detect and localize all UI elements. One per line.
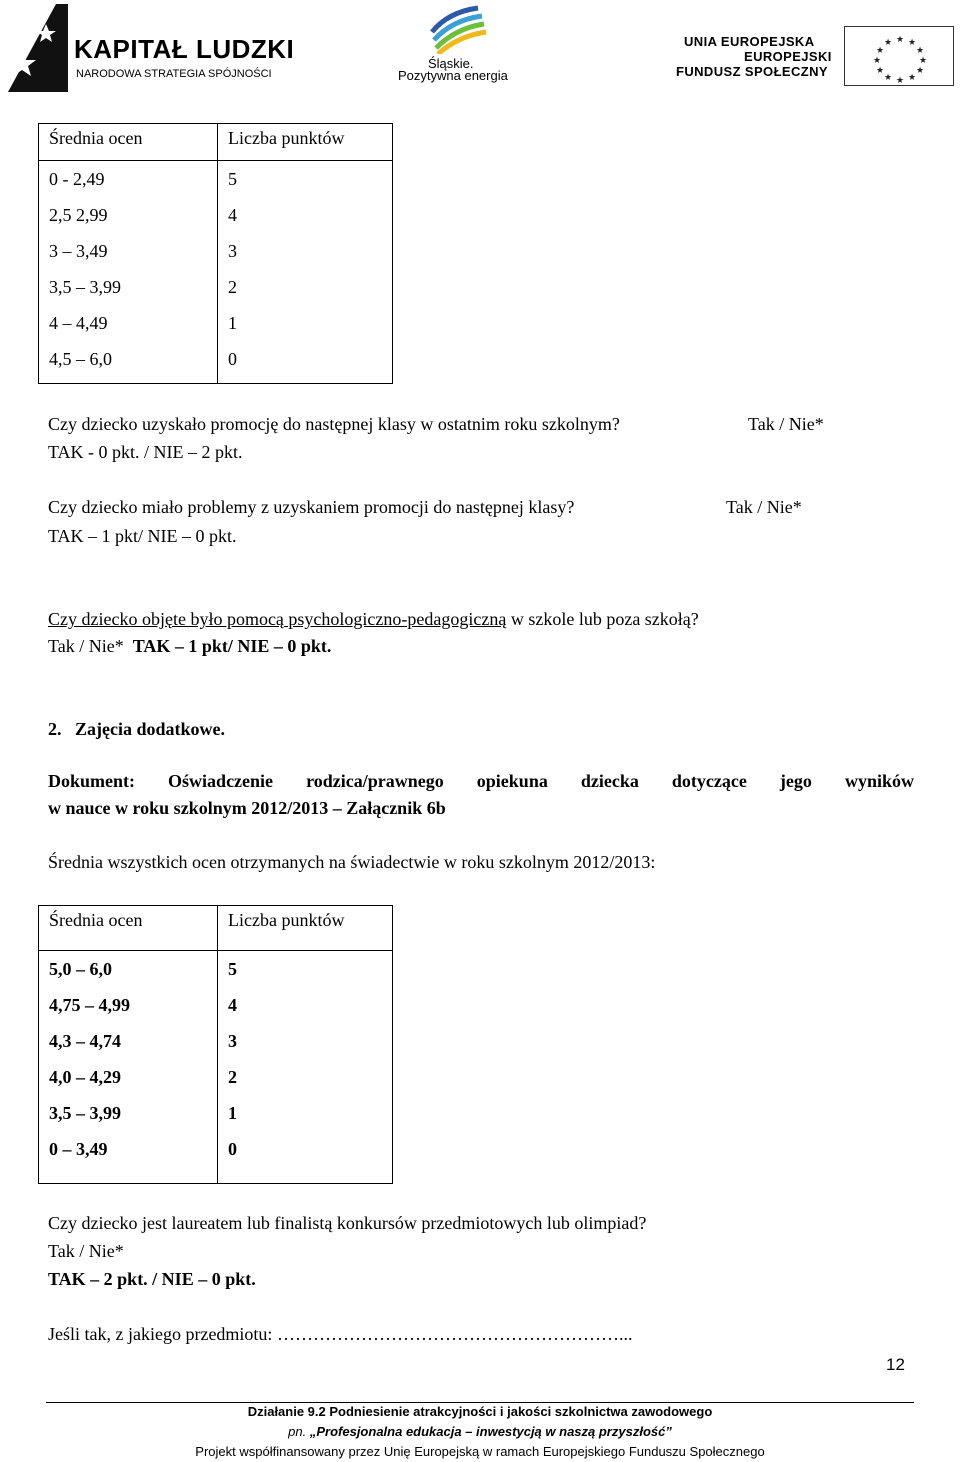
q1-scoring: TAK - 0 pkt. / NIE – 2 pkt. [48,442,243,462]
section2-number: 2. [48,719,62,739]
svg-text:★: ★ [876,66,885,76]
slaskie-name: Śląskie. [428,56,474,71]
table1-points [218,161,393,384]
q4-scoring: TAK – 2 pkt. / NIE – 0 pkt. [48,1269,256,1289]
q3-answer: Tak / Nie* [48,636,124,656]
q2-answer: Tak / Nie* [726,497,802,517]
table-cell: 2,5 2,99 [49,205,108,225]
q2-scoring: TAK – 1 pkt/ NIE – 0 pkt. [48,526,237,546]
ue-line1: UNIA EUROPEJSKA [684,34,815,49]
table-cell: 4,75 – 4,99 [49,995,130,1015]
table2-header-cell-1 [39,906,218,951]
table-cell: 5,0 – 6,0 [49,959,112,979]
kapital-ludzki-subtitle: NARODOWA STRATEGIA SPÓJNOŚCI [76,68,272,80]
svg-text:★: ★ [876,46,885,56]
svg-text:★: ★ [896,35,905,45]
table1-header-cell-2 [218,124,393,161]
q3-answer-line [48,635,331,657]
table-cell: 3,5 – 3,99 [49,1103,121,1123]
grades-table-2 [38,905,393,1184]
page-number: 12 [886,1355,905,1374]
table1-col1-header: Średnia ocen [49,128,143,148]
table-cell: 2 [228,1067,237,1087]
eu-stars-icon [845,27,953,85]
footer-line-1: Działanie 9.2 Podniesienie atrakcyjności i jakości szkolnictwa zawodowego [247,1404,713,1419]
table-cell: 2 [228,277,237,297]
table-cell: 3 – 3,49 [49,241,108,261]
slaskie-wave-icon [428,4,488,54]
table-cell: 1 [228,313,237,333]
kapital-ludzki-emblem-icon [6,4,68,92]
table1-ranges [39,161,218,384]
table-cell: 3 [228,241,237,261]
svg-text:★: ★ [884,38,893,48]
svg-text:★: ★ [916,46,925,56]
section2-title: Zajęcia dodatkowe. [75,719,225,739]
footer-line2-prefix: pn. [288,1424,307,1439]
q3-line [48,608,699,630]
svg-text:★: ★ [908,73,917,83]
table-cell: 3 [228,1031,237,1051]
table2-ranges [39,951,218,1184]
table-cell: 4 – 4,49 [49,313,108,333]
q4-subject-prompt: Jeśli tak, z jakiego przedmiotu: …………………………………………………... [48,1324,633,1344]
table1-header-cell-1 [39,124,218,161]
footer-line2-title: „Profesjonalna edukacja – inwestycją w naszą przyszłość” [309,1424,672,1439]
table2-col2-header: Liczba punktów [228,910,345,930]
table2-header-cell-2 [218,906,393,951]
q3-scoring: TAK – 1 pkt/ NIE – 0 pkt. [132,636,332,656]
table-cell: 5 [228,169,237,189]
table1-col2-header: Liczba punktów [228,128,345,148]
svg-text:★: ★ [896,76,905,85]
table-cell: 4 [228,205,237,225]
q4-answer: Tak / Nie* [48,1241,124,1261]
footer-line-3: Projekt współfinansowany przez Unię Europejską w ramach Europejskiego Funduszu Społecznego [195,1444,765,1459]
footer-divider [46,1402,914,1403]
table2-points [218,951,393,1184]
svg-text:★: ★ [919,56,928,66]
q2-text: Czy dziecko miało problemy z uzyskaniem promocji do następnej klasy? [48,497,575,517]
svg-text:★: ★ [873,56,882,66]
table-cell: 1 [228,1103,237,1123]
table-cell: 4,5 – 6,0 [49,349,112,369]
kapital-ludzki-logo [6,4,295,94]
q4-text: Czy dziecko jest laureatem lub finalistą konkursów przedmiotowych lub olimpiad? [48,1213,647,1233]
eu-flag-icon [844,26,954,86]
footer-line-2 [0,1424,960,1439]
q3-text: Czy dziecko objęte było pomocą psychologiczno-pedagogiczną [48,609,507,629]
table2-col1-header: Średnia ocen [49,910,143,930]
svg-text:★: ★ [916,66,925,76]
document-line-1: Dokument: Oświadczenie rodzica/prawnego opiekuna dziecka dotyczące jego wyników [48,771,914,791]
ue-line2: EUROPEJSKI [744,49,832,64]
table-cell: 0 [228,349,237,369]
table-cell: 3,5 – 3,99 [49,277,121,297]
q1-text: Czy dziecko uzyskało promocję do następnej klasy w ostatnim roku szkolnym? [48,414,620,434]
table-cell: 5 [228,959,237,979]
svg-text:★: ★ [884,73,893,83]
section2-heading [48,718,225,740]
document-line-2: w nauce w roku szkolnym 2012/2013 – Załącznik 6b [48,798,446,818]
table-cell: 4,3 – 4,74 [49,1031,121,1051]
q3-text-rest: w szkole lub poza szkołą? [510,609,699,629]
q1-answer: Tak / Nie* [748,414,824,434]
table-cell: 0 [228,1139,237,1159]
slaskie-logo [398,4,518,84]
kapital-ludzki-title: KAPITAŁ LUDZKI [74,34,295,64]
table-cell: 0 – 3,49 [49,1139,108,1159]
average-label: Średnia wszystkich ocen otrzymanych na świadectwie w roku szkolnym 2012/2013: [48,852,656,872]
ue-logo [676,26,956,86]
svg-text:★: ★ [908,38,917,48]
grades-table-1 [38,123,393,384]
table-cell: 4 [228,995,237,1015]
table-cell: 4,0 – 4,29 [49,1067,121,1087]
table-cell: 0 - 2,49 [49,169,105,189]
ue-line3: FUNDUSZ SPOŁECZNY [676,64,828,79]
slaskie-slogan: Pozytywna energia [398,68,508,83]
